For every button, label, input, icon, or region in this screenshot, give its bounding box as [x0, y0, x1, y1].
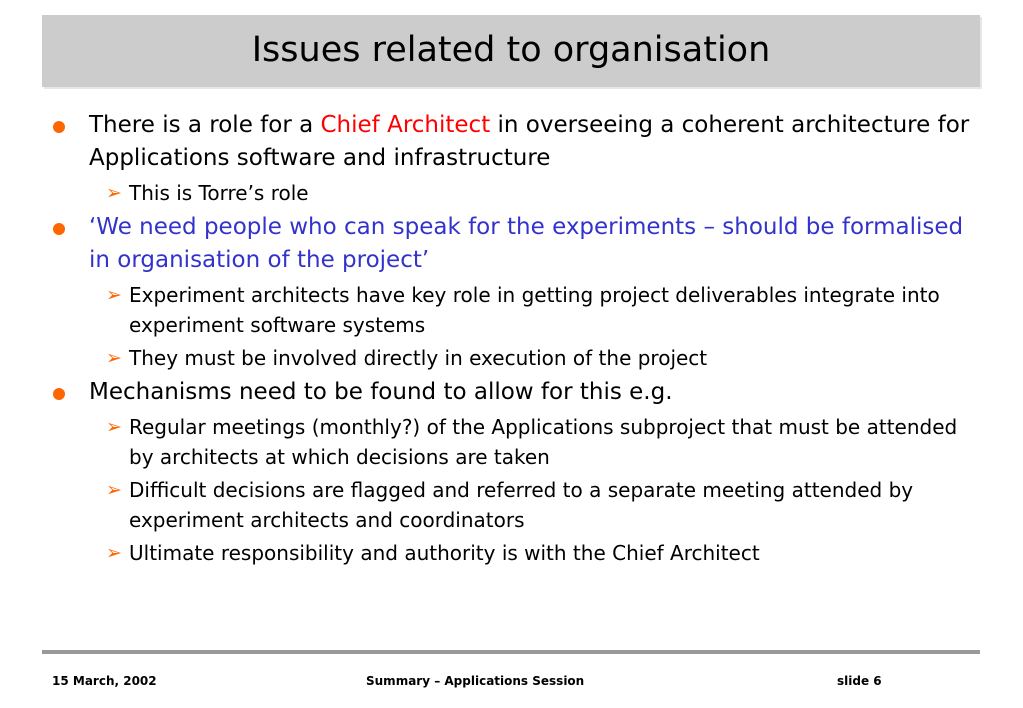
sub-bullet-text: Ultimate responsibility and authority is with the Chief Architect [129, 541, 760, 565]
footer-session-title: Summary – Applications Session [366, 674, 585, 688]
sub-bullet-text: This is Torre’s role [129, 181, 309, 205]
bullet-1-pre: There is a role for a [89, 112, 321, 138]
sub-bullet-3-1 [52, 412, 972, 472]
footer-divider [42, 650, 980, 654]
sub-bullet-text: They must be involved directly in execution of the project [129, 346, 708, 370]
sub-bullet-2-2 [52, 343, 972, 373]
bullet-1-post: in overseeing a coherent architecture for Applications software and infrastructure [89, 112, 970, 171]
arrowhead-bullet-icon: ➢ [106, 542, 122, 564]
bullet-3-text: Mechanisms need to be found to allow for this e.g. [89, 379, 673, 405]
sub-bullet-2-1 [52, 280, 972, 340]
sub-bullet-3-2 [52, 475, 972, 535]
bullet-2 [52, 211, 972, 277]
arrowhead-bullet-icon: ➢ [106, 182, 122, 204]
arrowhead-bullet-icon: ➢ [106, 347, 122, 369]
title-bar [42, 15, 980, 87]
arrowhead-bullet-icon: ➢ [106, 479, 122, 501]
sub-bullet-text: Regular meetings (monthly?) of the Applications subproject that must be attended by architects at which decisions are taken [129, 415, 958, 469]
sub-bullet-text: Experiment architects have key role in getting project deliverables integrate into experiment software systems [129, 283, 940, 337]
bullet-1 [52, 109, 972, 175]
footer-date: 15 March, 2002 [52, 674, 157, 688]
circle-bullet-icon [53, 121, 65, 133]
chief-architect-highlight: Chief Architect [320, 112, 491, 138]
slide-title: Issues related to organisation [251, 30, 771, 70]
bullet-3 [52, 376, 972, 409]
arrowhead-bullet-icon: ➢ [106, 416, 122, 438]
sub-bullet-3-3 [52, 538, 972, 568]
sub-bullet-text: Difficult decisions are flagged and referred to a separate meeting attended by experiment architects and coordinators [129, 478, 914, 532]
footer-slide-number: slide 6 [837, 674, 882, 688]
sub-bullet-1-1 [52, 178, 972, 208]
slide-content [52, 109, 972, 571]
arrowhead-bullet-icon: ➢ [106, 284, 122, 306]
circle-bullet-icon [53, 223, 65, 235]
circle-bullet-icon [53, 388, 65, 400]
bullet-2-quote: ‘We need people who can speak for the experiments – should be formalised in organisation of the project’ [89, 214, 964, 273]
